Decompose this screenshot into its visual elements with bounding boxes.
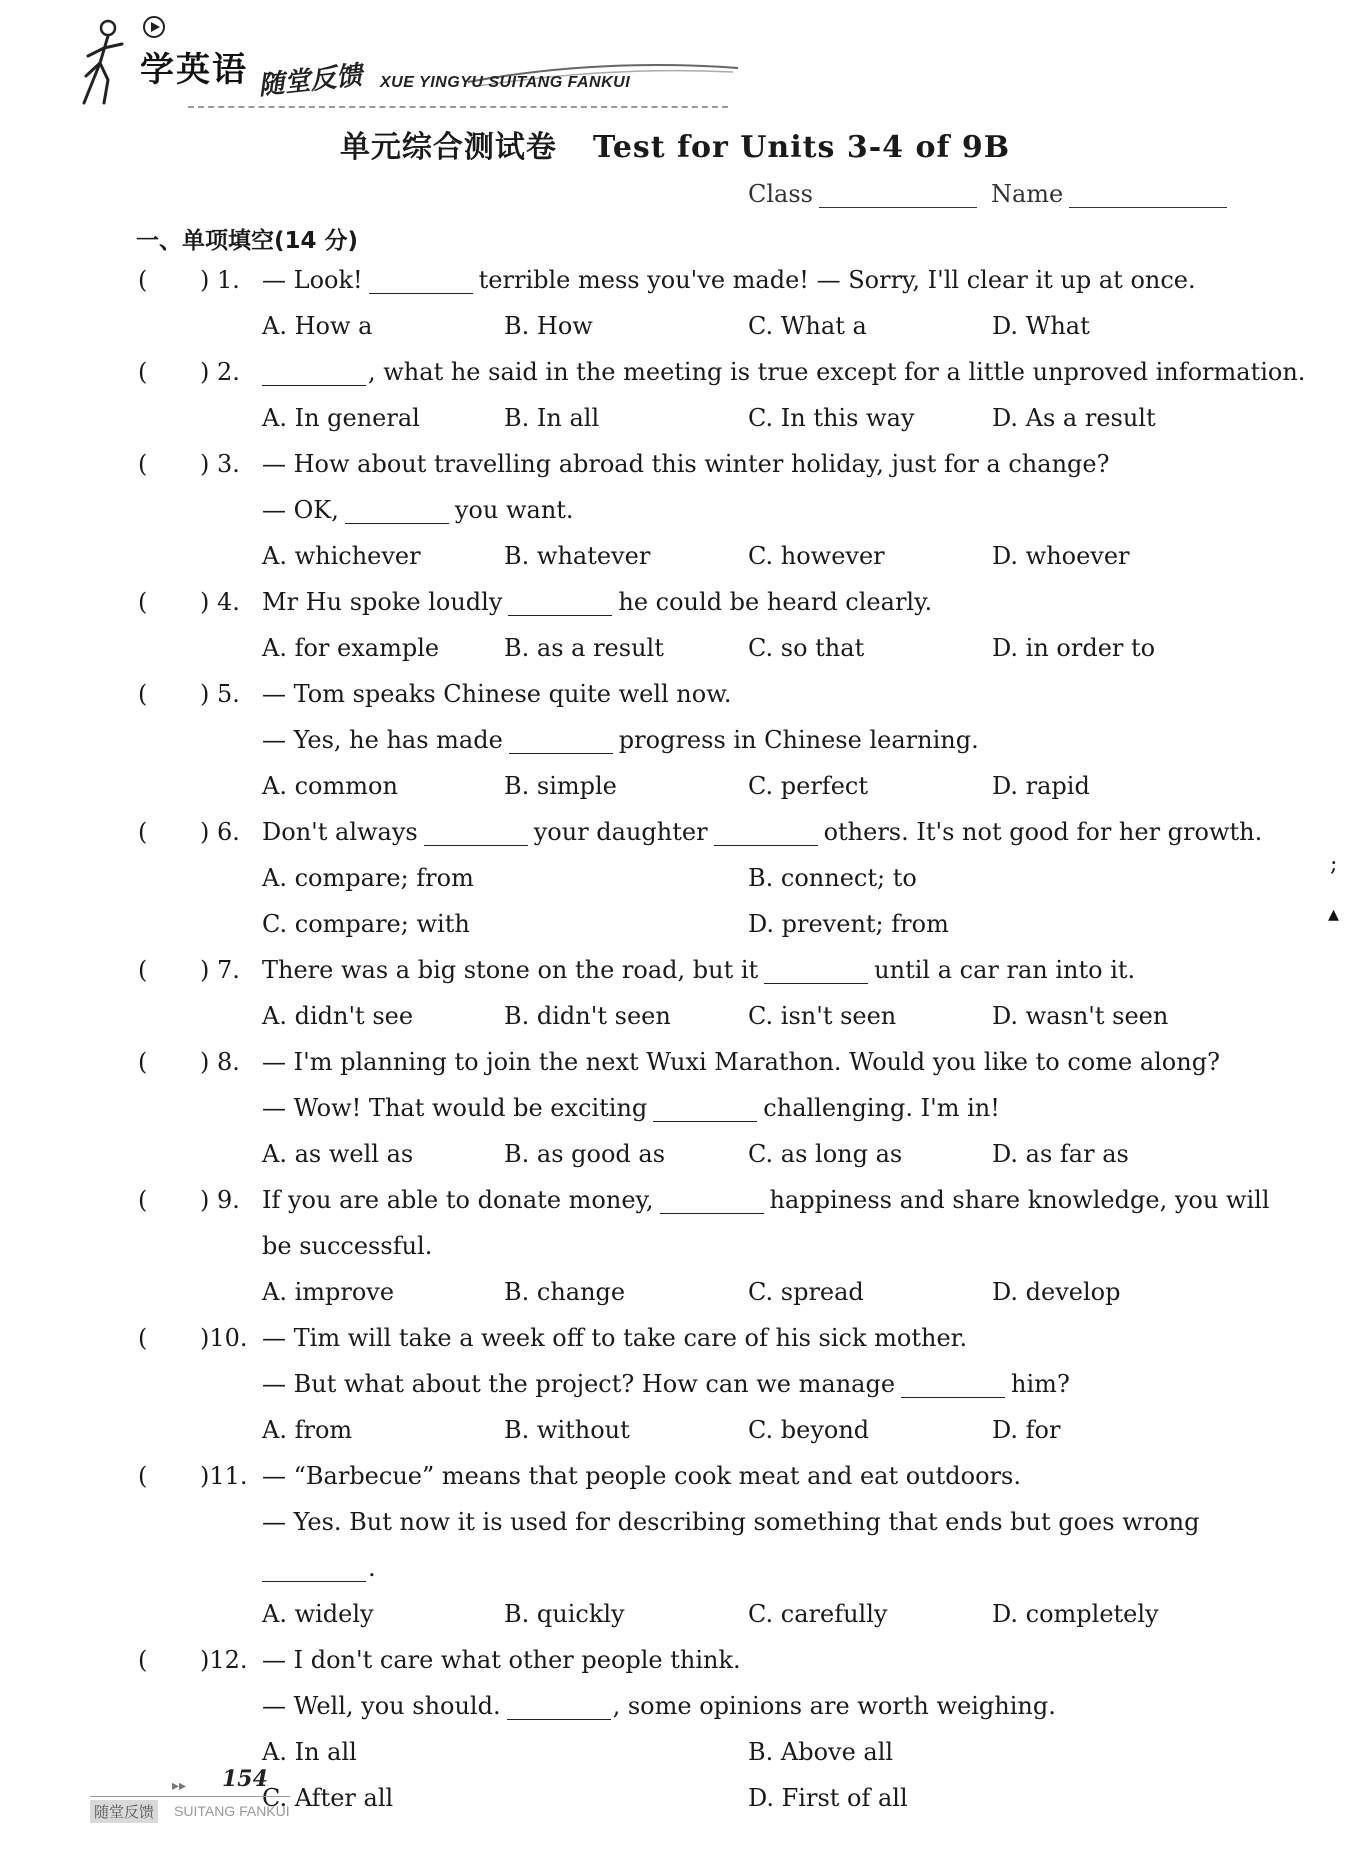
option-a[interactable]: A. for example bbox=[262, 634, 440, 662]
name-blank[interactable] bbox=[1069, 185, 1227, 208]
option-a[interactable]: A. improve bbox=[262, 1278, 395, 1306]
option-d[interactable]: D. prevent; from bbox=[748, 910, 949, 938]
margin-mark: ; bbox=[1330, 852, 1338, 877]
option-d[interactable]: D. wasn't seen bbox=[992, 1002, 1169, 1030]
option-c[interactable]: C. compare; with bbox=[262, 910, 470, 938]
question-line-post: . bbox=[368, 1554, 376, 1582]
option-a[interactable]: A. compare; from bbox=[262, 864, 474, 892]
play-icon bbox=[143, 16, 165, 38]
page-number: 154 bbox=[222, 1766, 268, 1792]
answer-paren[interactable]: ( bbox=[138, 680, 148, 708]
fill-blank[interactable] bbox=[507, 1697, 611, 1720]
brand-subtitle: 随堂反馈 bbox=[256, 60, 364, 102]
question-text bbox=[262, 1324, 967, 1352]
question-number: ) 6. bbox=[200, 818, 240, 846]
option-b[interactable]: B. whatever bbox=[504, 542, 651, 570]
brand-pinyin: XUE YINGYU SUITANG FANKUI bbox=[380, 74, 631, 91]
option-b[interactable]: B. without bbox=[504, 1416, 630, 1444]
question-number: ) 1. bbox=[200, 266, 240, 294]
margin-mark: ▴ bbox=[1328, 902, 1340, 927]
fill-blank[interactable] bbox=[262, 363, 366, 386]
option-a[interactable]: A. didn't see bbox=[262, 1002, 414, 1030]
question-line-pre: Mr Hu spoke loudly bbox=[262, 588, 503, 616]
option-c[interactable]: C. beyond bbox=[748, 1416, 870, 1444]
question-line-post: , some opinions are worth weighing. bbox=[612, 1692, 1056, 1720]
option-c[interactable]: C. as long as bbox=[748, 1140, 903, 1168]
question-text bbox=[262, 266, 1196, 294]
question-line-post: terrible mess you've made! — Sorry, I'll clear it up at once. bbox=[478, 266, 1196, 294]
answer-paren[interactable]: ( bbox=[138, 588, 148, 616]
question-line-pre: — Well, you should. bbox=[262, 1692, 501, 1720]
option-c[interactable]: C. perfect bbox=[748, 772, 868, 800]
arrow-icon: ▸▸ bbox=[172, 1778, 187, 1794]
option-b[interactable]: B. simple bbox=[504, 772, 617, 800]
answer-paren[interactable]: ( bbox=[138, 358, 148, 386]
question-text bbox=[262, 1094, 1000, 1122]
question-line-pre: — Look! bbox=[262, 266, 363, 294]
page-header bbox=[78, 14, 678, 104]
option-b[interactable]: B. How bbox=[504, 312, 593, 340]
question-line-pre: — But what about the project? How can we manage bbox=[262, 1370, 896, 1398]
question-number: ) 5. bbox=[200, 680, 240, 708]
answer-paren[interactable]: ( bbox=[138, 818, 148, 846]
option-c[interactable]: C. What a bbox=[748, 312, 867, 340]
option-c[interactable]: C. After all bbox=[262, 1784, 394, 1812]
question-line-mid: your daughter bbox=[533, 818, 708, 846]
option-b[interactable]: B. quickly bbox=[504, 1600, 625, 1628]
page-title bbox=[0, 122, 1350, 166]
option-d[interactable]: D. rapid bbox=[992, 772, 1090, 800]
option-d[interactable]: D. completely bbox=[992, 1600, 1159, 1628]
question-text bbox=[262, 1554, 376, 1582]
option-a[interactable]: A. widely bbox=[262, 1600, 374, 1628]
question-text bbox=[262, 496, 574, 524]
fill-blank[interactable] bbox=[653, 1099, 757, 1122]
option-b[interactable]: B. didn't seen bbox=[504, 1002, 671, 1030]
option-b[interactable]: B. Above all bbox=[748, 1738, 894, 1766]
question-number: ) 9. bbox=[200, 1186, 240, 1214]
answer-paren[interactable]: ( bbox=[138, 1462, 148, 1490]
class-blank[interactable] bbox=[819, 185, 977, 208]
fill-blank[interactable] bbox=[764, 961, 868, 984]
question-text bbox=[262, 1646, 741, 1674]
question-number: )11. bbox=[200, 1462, 248, 1490]
option-c[interactable]: C. however bbox=[748, 542, 885, 570]
fill-blank[interactable] bbox=[508, 593, 612, 616]
option-a[interactable]: A. In general bbox=[262, 404, 420, 432]
question-number: )10. bbox=[200, 1324, 248, 1352]
question-line-pre: — Wow! That would be exciting bbox=[262, 1094, 648, 1122]
option-d[interactable]: D. as far as bbox=[992, 1140, 1129, 1168]
question-line: — I'm planning to join the next Wuxi Marathon. Would you like to come along? bbox=[262, 1048, 1220, 1076]
option-a[interactable]: A. In all bbox=[262, 1738, 357, 1766]
question-number: ) 4. bbox=[200, 588, 240, 616]
question-text bbox=[262, 1692, 1056, 1720]
question-line-post: , what he said in the meeting is true except for a little unproved information. bbox=[368, 358, 1306, 386]
question-text bbox=[262, 680, 732, 708]
brand-title: 学英语 bbox=[140, 50, 248, 90]
fill-blank[interactable] bbox=[424, 823, 528, 846]
fill-blank[interactable] bbox=[369, 271, 473, 294]
question-text bbox=[262, 818, 1262, 846]
fill-blank[interactable] bbox=[660, 1191, 764, 1214]
footer-brand: 随堂反馈 bbox=[90, 1800, 158, 1823]
option-c[interactable]: C. isn't seen bbox=[748, 1002, 897, 1030]
question-text bbox=[262, 956, 1135, 984]
answer-paren[interactable]: ( bbox=[138, 1646, 148, 1674]
option-d[interactable]: D. for bbox=[992, 1416, 1061, 1444]
option-b[interactable]: B. In all bbox=[504, 404, 600, 432]
question-number: ) 8. bbox=[200, 1048, 240, 1076]
question-number: ) 7. bbox=[200, 956, 240, 984]
footer-pinyin: SUITANG FANKUI bbox=[174, 1803, 290, 1819]
option-a[interactable]: A. as well as bbox=[262, 1140, 414, 1168]
option-c[interactable]: C. carefully bbox=[748, 1600, 888, 1628]
fill-blank[interactable] bbox=[345, 501, 449, 524]
answer-paren[interactable]: ( bbox=[138, 1048, 148, 1076]
question-line: — Tom speaks Chinese quite well now. bbox=[262, 680, 732, 708]
question-line: — Yes. But now it is used for describing something that ends but goes wrong bbox=[262, 1508, 1200, 1536]
option-b[interactable]: B. change bbox=[504, 1278, 626, 1306]
answer-paren[interactable]: ( bbox=[138, 1186, 148, 1214]
question-line-post: until a car ran into it. bbox=[874, 956, 1136, 984]
question-text bbox=[262, 1186, 1270, 1214]
fill-blank[interactable] bbox=[509, 731, 613, 754]
answer-paren[interactable]: ( bbox=[138, 956, 148, 984]
option-d[interactable]: D. First of all bbox=[748, 1784, 908, 1812]
option-d[interactable]: D. develop bbox=[992, 1278, 1121, 1306]
option-c[interactable]: C. spread bbox=[748, 1278, 864, 1306]
question-line: — Tim will take a week off to take care of his sick mother. bbox=[262, 1324, 968, 1352]
option-b[interactable]: B. connect; to bbox=[748, 864, 917, 892]
answer-paren[interactable]: ( bbox=[138, 266, 148, 294]
option-b[interactable]: B. as good as bbox=[504, 1140, 666, 1168]
question-line-post: others. It's not good for her growth. bbox=[823, 818, 1263, 846]
question-line-post: he could be heard clearly. bbox=[618, 588, 933, 616]
fill-blank[interactable] bbox=[714, 823, 818, 846]
question-text bbox=[262, 1370, 1070, 1398]
option-d[interactable]: D. As a result bbox=[992, 404, 1156, 432]
option-b[interactable]: B. as a result bbox=[504, 634, 664, 662]
title-english: Test for Units 3-4 of 9B bbox=[592, 130, 1011, 165]
option-a[interactable]: A. whichever bbox=[262, 542, 421, 570]
option-d[interactable]: D. What bbox=[992, 312, 1090, 340]
question-line-pre: If you are able to donate money, bbox=[262, 1186, 654, 1214]
option-a[interactable]: A. from bbox=[262, 1416, 353, 1444]
question-text bbox=[262, 450, 1109, 478]
question-line-post: you want. bbox=[454, 496, 574, 524]
question-line-post: challenging. I'm in! bbox=[763, 1094, 1000, 1122]
question-text bbox=[262, 1232, 432, 1260]
option-a[interactable]: A. How a bbox=[262, 312, 373, 340]
question-line: be successful. bbox=[262, 1232, 433, 1260]
question-line-post: progress in Chinese learning. bbox=[618, 726, 979, 754]
question-text bbox=[262, 1462, 1021, 1490]
question-text bbox=[262, 1508, 1200, 1536]
question-line-post: him? bbox=[1011, 1370, 1070, 1398]
option-a[interactable]: A. common bbox=[262, 772, 398, 800]
question-text bbox=[262, 358, 1305, 386]
header-divider bbox=[188, 106, 728, 108]
runner-icon bbox=[78, 18, 148, 108]
question-text bbox=[262, 726, 979, 754]
question-number: )12. bbox=[200, 1646, 248, 1674]
question-number: ) 3. bbox=[200, 450, 240, 478]
question-line-pre: Don't always bbox=[262, 818, 418, 846]
question-line-pre: There was a big stone on the road, but it bbox=[262, 956, 759, 984]
footer-divider bbox=[90, 1796, 290, 1797]
question-line-pre: — Yes, he has made bbox=[262, 726, 503, 754]
question-text bbox=[262, 588, 932, 616]
answer-paren[interactable]: ( bbox=[138, 450, 148, 478]
option-d[interactable]: D. whoever bbox=[992, 542, 1130, 570]
option-c[interactable]: C. In this way bbox=[748, 404, 915, 432]
question-text bbox=[262, 1048, 1220, 1076]
question-line: — “Barbecue” means that people cook meat and eat outdoors. bbox=[262, 1462, 1021, 1490]
question-line-post: happiness and share knowledge, you will bbox=[769, 1186, 1270, 1214]
question-line: — I don't care what other people think. bbox=[262, 1646, 741, 1674]
option-c[interactable]: C. so that bbox=[748, 634, 865, 662]
name-label: Name bbox=[990, 180, 1064, 208]
question-number: ) 2. bbox=[200, 358, 240, 386]
option-d[interactable]: D. in order to bbox=[992, 634, 1156, 662]
fill-blank[interactable] bbox=[901, 1375, 1005, 1398]
class-label: Class bbox=[748, 180, 813, 208]
question-line-pre: — OK, bbox=[262, 496, 339, 524]
answer-paren[interactable]: ( bbox=[138, 1324, 148, 1352]
question-line: — How about travelling abroad this winter holiday, just for a change? bbox=[262, 450, 1110, 478]
section-heading: 一、单项填空(14 分) bbox=[136, 228, 359, 254]
class-name-fields bbox=[748, 180, 1227, 208]
title-chinese: 单元综合测试卷 bbox=[339, 130, 557, 165]
fill-blank[interactable] bbox=[262, 1559, 366, 1582]
